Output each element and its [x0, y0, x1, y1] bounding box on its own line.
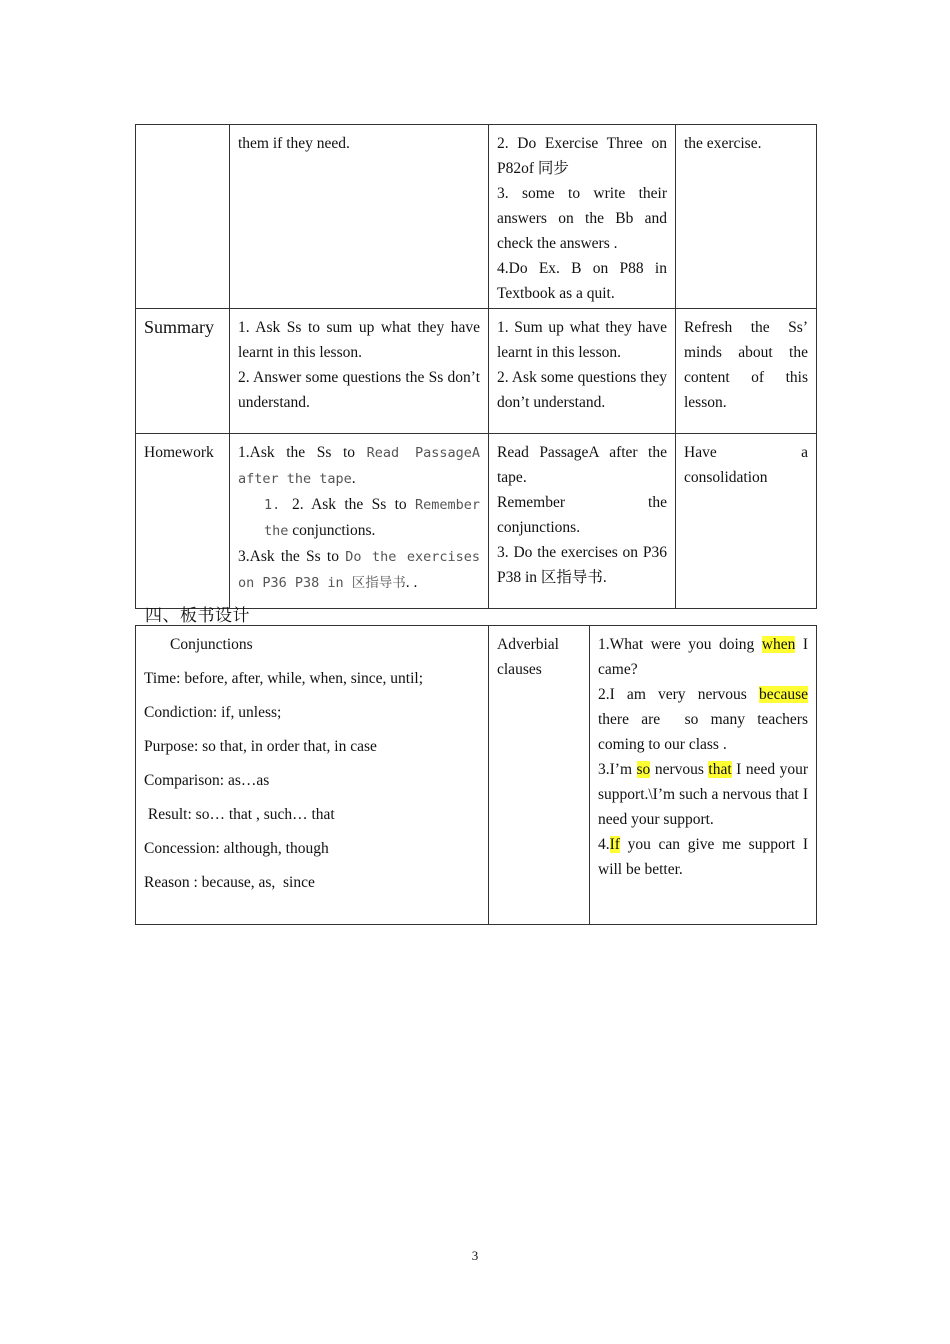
highlighted-word: when — [761, 636, 796, 653]
table-row — [136, 309, 817, 434]
purpose-cell: the exercise. — [676, 125, 817, 309]
stage-cell: Summary — [136, 309, 230, 434]
purpose-cell: Refresh the Ss’ minds about the content of this lesson. — [676, 309, 817, 434]
conjunctions-cell — [136, 626, 489, 925]
stage-cell — [136, 125, 230, 309]
list-item: Condiction: if, unless; — [144, 704, 282, 721]
highlighted-word: If — [609, 836, 620, 853]
example-sentence: 2.I am very nervous because there are so many teachers coming to our class . — [598, 686, 812, 753]
list-item: Time: before, after, while, when, since, until; — [144, 670, 424, 687]
student-activity-cell: Read PassageA after the tape. Remember the conjunctions. 3. Do the exercises on P36 P38 in 区指导书. — [489, 434, 676, 609]
purpose-cell: Have a consolidation — [676, 434, 817, 609]
list-item: Result: so… that , such… that — [144, 806, 335, 823]
highlighted-word: because — [758, 686, 808, 703]
example-sentence: 1.What were you doing when I came? — [598, 636, 808, 678]
teacher-activity-cell: 1. Ask Ss to sum up what they have learnt in this lesson. 2. Answer some questions the Ss don’t understand. — [230, 309, 489, 434]
list-item: Concession: although, though — [144, 840, 329, 857]
adverbial-clauses-cell: Adverbial clauses — [489, 626, 590, 925]
teacher-activity-cell: 1.Ask the Ss to Read PassageA after the tape. 1. 2. Ask the Ss to Remember the conjunctions. 3.Ask the Ss to Do the exercises on P36 P38 in 区指导书. . — [230, 434, 489, 609]
examples-cell — [590, 626, 817, 925]
conjunctions-title: Conjunctions — [170, 636, 253, 653]
page-number: 3 — [471, 1248, 479, 1263]
student-activity-cell: 2. Do Exercise Three on P82of 同步 3. some to write their answers on the Bb and check the answers . 4.Do Ex. B on P88 in Textbook as a quit. — [489, 125, 676, 309]
highlighted-word: that — [708, 761, 732, 778]
table-row — [136, 434, 817, 609]
blackboard-design-table — [135, 625, 817, 925]
list-item: Purpose: so that, in order that, in case — [144, 738, 377, 755]
stage-cell: Homework — [136, 434, 230, 609]
example-sentence: 4.If you can give me support I will be better. — [598, 836, 808, 878]
student-activity-cell: 1. Sum up what they have learnt in this lesson. 2. Ask some questions they don’t understand. — [489, 309, 676, 434]
lesson-plan-table — [135, 124, 817, 609]
table-row — [136, 626, 817, 925]
highlighted-word: so — [636, 761, 651, 778]
list-item: Comparison: as…as — [144, 772, 270, 789]
table-row — [136, 125, 817, 309]
example-sentence: 3.I’m so nervous that I need your support.\I’m such a nervous that I need your support. — [598, 761, 808, 828]
section-heading: 四、板书设计 — [145, 606, 250, 626]
teacher-activity-cell: them if they need. — [230, 125, 489, 309]
list-item: Reason : because, as, since — [144, 874, 315, 891]
